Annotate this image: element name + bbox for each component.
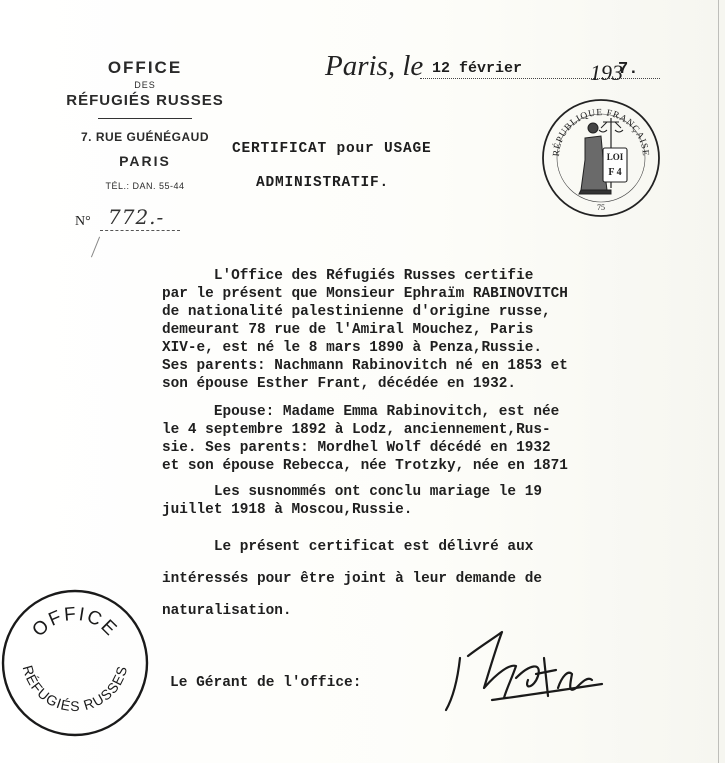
svg-text:OFFICE (28, 604, 121, 642)
date-city: Paris, le (325, 50, 424, 82)
reference-number: 772.- (108, 205, 165, 229)
body-paragraph-4: Le présent certificat est délivré aux intéressés pour être joint à leur demande de naturalisation. (162, 539, 542, 619)
seal-number: 75 (597, 203, 605, 212)
letterhead-office: OFFICE (107, 58, 183, 77)
signature-label: Le Gérant de l'office: (170, 675, 362, 691)
seal-ring-text: RÉPUBLIQUE FRANÇAISE (551, 108, 651, 157)
letterhead-street: 7. RUE GUÉNÉGAUD (80, 130, 210, 144)
letterhead-des: DES (134, 80, 156, 90)
body-paragraph-2: Epouse: Madame Emma Rabinovitch, est née le 4 septembre 1892 à Lodz, anciennement,Rus- sie. Ses parents: Mordhel Wolf décédé en 1932 et son épouse Rebecca, née Trotzky, née en 1871 (162, 404, 568, 474)
reference-underline (100, 230, 180, 231)
certificate-title-line2: ADMINISTRATIF. (256, 175, 390, 191)
date-year-typed: 7. (618, 60, 639, 79)
date-year-handwritten: 193 (590, 60, 623, 85)
certificate-title-line1: CERTIFICAT pour USAGE (232, 141, 432, 157)
republique-francaise-seal (541, 98, 661, 218)
letterhead-city: PARIS (119, 153, 171, 169)
letterhead-divider (98, 118, 192, 119)
body-paragraph-1: L'Office des Réfugiés Russes certifie par le présent que Monsieur Ephraïm RABINOVITCH de nationalité palestinienne d'origine russe, demeurant 78 rue de l'Amiral Mouchez, Paris XIV-e, est né le 8 mars 1890 à Penza,Russie. Ses parents: Nachmann Rabinovitch né en 1853 et son épouse Esther Frant, décédée en 1932. (162, 268, 568, 392)
seal-loi-text: LOI (606, 152, 624, 162)
reference-label: N° (75, 214, 91, 229)
office-stamp (0, 588, 150, 738)
stamp-bottom-text: RÉFUGIÉS RUSSES (19, 663, 131, 715)
body-paragraph-3: Les susnommés ont conclu mariage le 19 juillet 1918 à Moscou,Russie. (162, 484, 542, 518)
handwritten-signature (432, 618, 612, 718)
seal-tablet-text: F 4 (608, 167, 622, 178)
stamp-top-text: OFFICE (28, 603, 122, 642)
date-day-month: 12 février (432, 60, 523, 77)
letterhead-refugies: RÉFUGIÉS RUSSES (66, 92, 224, 109)
page-edge (718, 0, 719, 763)
svg-text:RÉFUGIÉS RUSSES (20, 664, 131, 715)
letterhead-tel: TÉL.: DAN. 55-44 (105, 181, 185, 191)
